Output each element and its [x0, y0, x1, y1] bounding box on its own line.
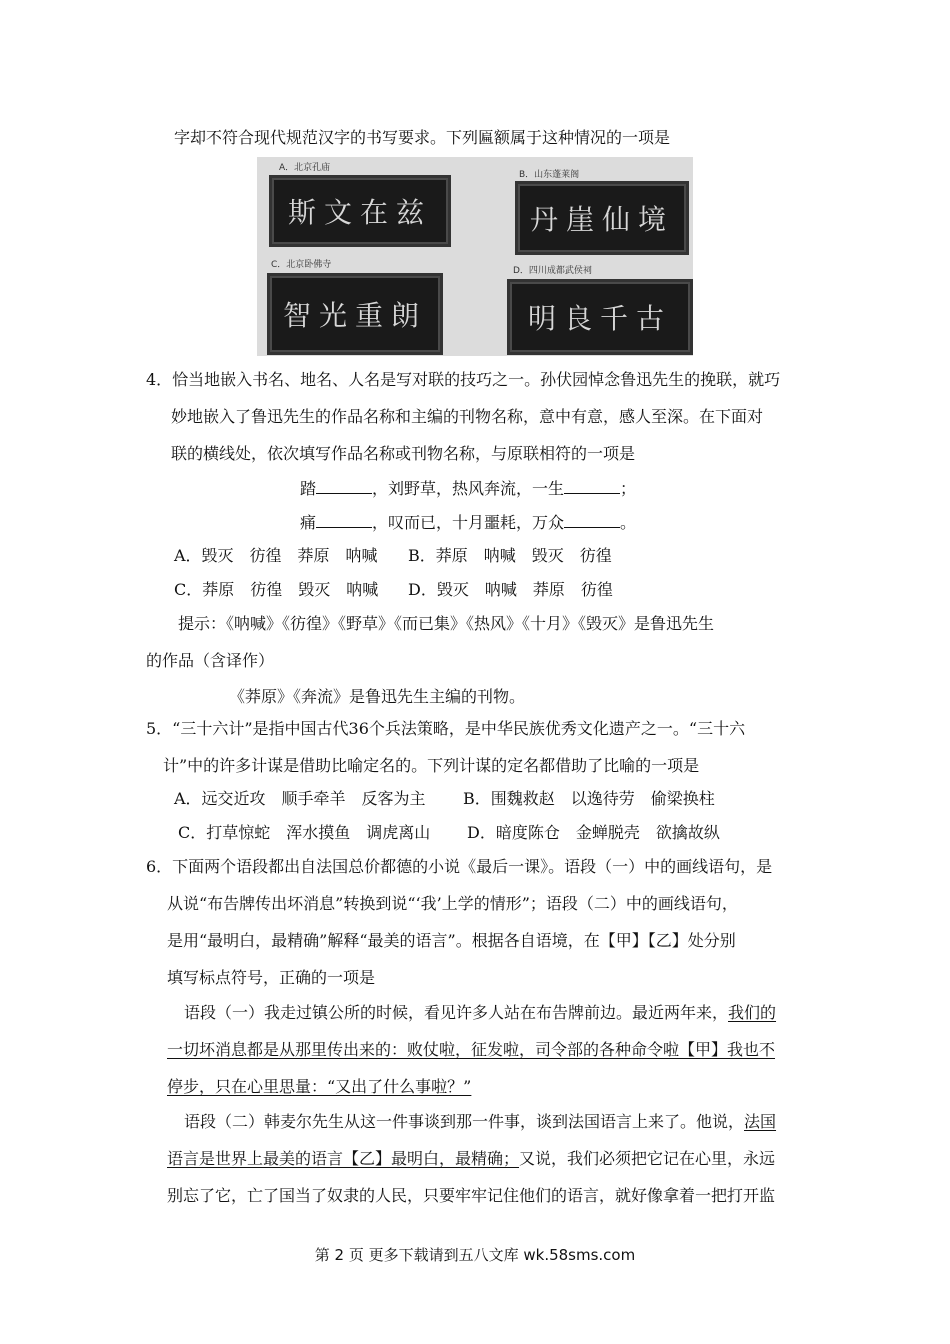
q5-option-b: B．围魏救赵 以逸待劳 偷梁换柱 — [463, 789, 715, 808]
plaque-a: 斯文在兹 — [269, 175, 451, 247]
q6-line-4: 填写标点符号，正确的一项是 — [167, 968, 376, 987]
plaque-photo — [257, 157, 693, 356]
q4-option-d: D．毁灭 呐喊 莽原 彷徨 — [408, 580, 613, 599]
passage-2-line-1: 语段（二）韩麦尔先生从这一件事谈到那一件事，谈到法国语言上来了。他说，法国 — [184, 1112, 777, 1131]
q4-hint-2: 的作品（含译作） — [146, 651, 275, 670]
q6-line-3: 是用“最明白，最精确”解释“最美的语言”。根据各自语境，在【甲】【乙】处分别 — [167, 931, 736, 950]
q4-option-c: C．莽原 彷徨 毁灭 呐喊 — [174, 580, 379, 599]
q4-line-3: 联的横线处，依次填写作品名称或刊物名称，与原联相符的一项是 — [171, 444, 636, 463]
plaque-c-caption: C．北京卧佛寺 — [271, 260, 332, 270]
q5-line-1: 5．“三十六计”是指中国古代36个兵法策略，是中华民族优秀文化遗产之一。“三十六 — [146, 719, 746, 738]
page-footer: 第 2 页 更多下载请到五八文库 wk.58sms.com — [314, 1246, 636, 1264]
plaque-b: 丹崖仙境 — [515, 181, 689, 255]
q5-option-a: A．远交近攻 顺手牵羊 反客为主 — [174, 789, 426, 808]
q6-line-1: 6．下面两个语段都出自法国总价都德的小说《最后一课》。语段（一）中的画线语句，是 — [146, 857, 773, 876]
blank-1 — [316, 479, 372, 494]
couplet-line-1: 踏 ，刘野草，热风奔流，一生 ； — [300, 479, 637, 498]
passage-2-line-3: 别忘了它，亡了国当了奴隶的人民，只要牢牢记住他们的语言，就好像拿着一把打开监 — [167, 1186, 776, 1205]
q4-option-a: A．毁灭 彷徨 莽原 呐喊 — [174, 546, 378, 565]
passage-2-line-2: 语言是世界上最美的语言【乙】最明白，最精确；又说，我们必须把它记在心里，永远 — [167, 1149, 776, 1168]
q5-option-d: D．暗度陈仓 金蝉脱壳 欲擒故纵 — [467, 823, 720, 842]
plaque-a-caption: A．北京孔庙 — [279, 163, 331, 173]
plaque-d-caption: D．四川成都武侯祠 — [513, 266, 592, 276]
plaque-b-caption: B．山东蓬莱阁 — [519, 170, 580, 180]
blank-2 — [564, 479, 620, 494]
passage-1-line-1: 语段（一）我走过镇公所的时候，看见许多人站在布告牌前边。最近两年来，我们的 — [184, 1003, 777, 1022]
q5-line-2: 计”中的许多计谋是借助比喻定名的。下列计谋的定名都借助了比喻的一项是 — [163, 756, 700, 775]
intro-line: 字却不符合现代规范汉字的书写要求。下列匾额属于这种情况的一项是 — [174, 128, 671, 147]
plaque-d: 明良千古 — [507, 279, 693, 355]
q4-line-1: 4．恰当地嵌入书名、地名、人名是写对联的技巧之一。孙伏园悼念鲁迅先生的挽联，就巧 — [146, 370, 781, 389]
blank-3 — [316, 513, 372, 528]
q4-option-b: B．莽原 呐喊 毁灭 彷徨 — [408, 546, 612, 565]
passage-1-line-2: 一切坏消息都是从那里传出来的：败仗啦，征发啦，司令部的各种命令啦【甲】我也不 — [167, 1040, 776, 1059]
passage-1-line-3: 停步，只在心里思量：“又出了什么事啦？” — [167, 1077, 472, 1096]
couplet-line-2: 痛 ，叹而已，十月噩耗，万众 。 — [300, 513, 637, 532]
q4-hint-1: 提示：《呐喊》《彷徨》《野草》《而已集》《热风》《十月》《毁灭》是鲁迅先生 — [178, 614, 715, 633]
q5-option-c: C．打草惊蛇 浑水摸鱼 调虎离山 — [178, 823, 431, 842]
q4-line-2: 妙地嵌入了鲁迅先生的作品名称和主编的刊物名称，意中有意，感人至深。在下面对 — [171, 407, 764, 426]
plaque-c: 智光重朗 — [267, 273, 443, 355]
q6-line-2: 从说“布告牌传出坏消息”转换到说“‘我’上学的情形”；语段（二）中的画线语句， — [167, 894, 738, 913]
blank-4 — [564, 513, 620, 528]
q4-hint-3: 《莽原》《奔流》是鲁迅先生主编的刊物。 — [229, 687, 526, 706]
